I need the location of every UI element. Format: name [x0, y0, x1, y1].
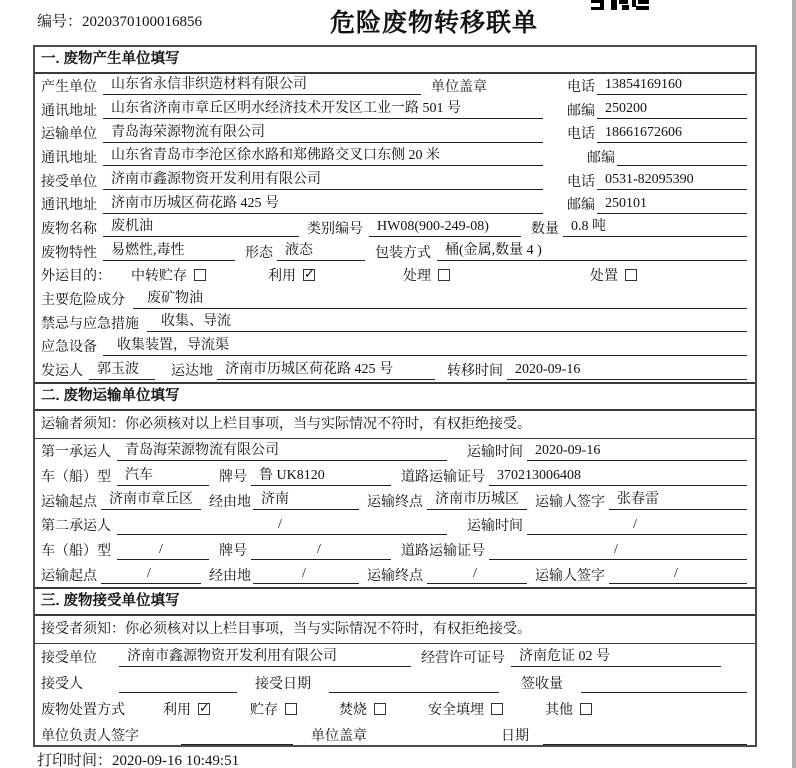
vehicle1-value: 汽车	[117, 467, 209, 486]
sign-date-value	[543, 726, 747, 745]
purpose-transfer-checkbox	[194, 269, 206, 281]
receiver-label: 接受单位	[41, 174, 97, 190]
purpose-option-transfer	[131, 265, 206, 285]
section1-title: 一. 废物产生单位填写	[35, 47, 755, 74]
waste-props-value: 易燃性,毒性	[103, 242, 235, 261]
producer-addr-label: 通讯地址	[41, 103, 97, 119]
producer-value: 山东省永信非织造材料有限公司	[103, 76, 421, 95]
route2-via-label: 经由地	[209, 568, 251, 584]
carrier-value: 青岛海荣源物流有限公司	[103, 124, 543, 143]
purpose-option-dispose	[590, 265, 637, 285]
hazard-row	[35, 287, 755, 311]
receiver-notice: 接受者须知：你必须核对以上栏目事项，当与实际情况不符时，有权拒绝接受。	[35, 616, 755, 644]
responsible-sign-label: 单位负责人签字	[41, 729, 139, 744]
waste-name-value: 废机油	[103, 218, 299, 237]
purpose-option-transfer-label: 中转贮存	[131, 269, 187, 285]
disposal-option-other-label: 其他	[545, 703, 573, 718]
producer-zip-label: 邮编	[567, 103, 595, 119]
page-title: 危险废物转移联单	[330, 9, 539, 37]
carrier1-row	[35, 439, 755, 464]
road-license1-value: 370213006408	[489, 467, 747, 486]
disposal-other-checkbox	[580, 703, 592, 715]
route2-sign-value: /	[609, 565, 747, 584]
purpose-treat-checkbox	[438, 269, 450, 281]
carrier-addr-row	[35, 145, 755, 169]
waste-name-row	[35, 216, 755, 240]
carrier-zip-value	[617, 147, 747, 166]
unit-seal-label: 单位盖章	[431, 79, 487, 95]
responsible-sign-row	[35, 722, 755, 748]
receiver-phone-value: 0531-82095390	[597, 171, 747, 190]
route1-sign-label: 运输人签字	[535, 494, 605, 510]
accept-unit-value: 济南市鑫源物资开发利用有限公司	[119, 648, 411, 667]
purpose-option-dispose-label: 处置	[590, 269, 618, 285]
emergency-row	[35, 311, 755, 335]
route2-end-label: 运输终点	[367, 568, 423, 584]
accept-person-value	[119, 674, 237, 693]
disposal-option-use-label: 利用	[163, 703, 191, 718]
destination-value: 济南市历城区荷花路 425 号	[217, 361, 435, 380]
route1-end-label: 运输终点	[367, 494, 423, 510]
route2-row	[35, 562, 755, 587]
carrier-row	[35, 121, 755, 145]
route1-via-value: 济南	[253, 491, 359, 510]
sign-date-label: 日期	[501, 729, 529, 744]
vehicle2-value: /	[117, 541, 209, 560]
accept-unit-row	[35, 644, 755, 670]
permit-label: 经营许可证号	[421, 651, 505, 666]
route2-end-value: /	[427, 565, 527, 584]
accept-person-label: 接受人	[41, 677, 83, 692]
receiver-addr-row	[35, 192, 755, 216]
dispatch-row	[35, 358, 755, 382]
purpose-option-treat-label: 处理	[403, 269, 431, 285]
emergency-value: 收集、导流	[147, 313, 747, 332]
carrier-addr-label: 通讯地址	[41, 150, 97, 166]
route2-start-label: 运输起点	[41, 568, 97, 584]
receiver-value: 济南市鑫源物资开发利用有限公司	[103, 171, 543, 190]
doc-number-label: 编号：	[37, 14, 83, 30]
route1-end-value: 济南市历城区	[427, 491, 527, 510]
producer-addr-value: 山东省济南市章丘区明水经济技术开发区工业一路 501 号	[103, 100, 543, 119]
producer-addr-row	[35, 98, 755, 122]
carrier1-time-label: 运输时间	[467, 445, 523, 461]
section3-body	[35, 644, 755, 748]
carrier2-time-label: 运输时间	[467, 519, 523, 535]
route1-start-label: 运输起点	[41, 494, 97, 510]
section1-body	[35, 74, 755, 382]
print-time-value: 2020-09-16 10:49:51	[112, 753, 240, 768]
hazard-label: 主要危险成分	[41, 293, 125, 309]
accept-person-row	[35, 670, 755, 696]
route2-sign-label: 运输人签字	[535, 568, 605, 584]
purpose-option-treat	[403, 265, 450, 285]
receiver-addr-label: 通讯地址	[41, 198, 97, 214]
carrier-phone-label: 电话	[567, 127, 595, 143]
producer-row	[35, 74, 755, 98]
qr-code-fragment	[591, 0, 653, 10]
section-producer	[35, 47, 755, 382]
road-license1-label: 道路运输证号	[401, 470, 485, 485]
route1-start-value: 济南市章丘区	[101, 491, 201, 510]
section2-title: 二. 废物运输单位填写	[35, 384, 755, 411]
disposal-landfill-checkbox	[491, 703, 503, 715]
waste-pack-value: 桶(金属,数量 4 )	[437, 242, 747, 261]
waste-pack-label: 包装方式	[375, 245, 431, 261]
section2-body	[35, 439, 755, 587]
vehicle1-label: 车（船）型	[41, 470, 111, 485]
waste-qty-label: 数量	[531, 221, 559, 237]
plate1-value: 鲁 UK8120	[251, 467, 391, 486]
plate1-label: 牌号	[219, 470, 247, 485]
route1-sign-value: 张春雷	[609, 491, 747, 510]
section3-title: 三. 废物接受单位填写	[35, 589, 755, 616]
carrier2-value: /	[117, 516, 447, 535]
purpose-label: 外运目的：	[41, 269, 111, 285]
disposal-option-store	[250, 699, 297, 719]
waste-form-value: 液态	[277, 242, 365, 261]
route2-via-value: /	[253, 565, 359, 584]
purpose-use-checkbox	[303, 269, 315, 281]
transfer-time-label: 转移时间	[447, 364, 503, 380]
accept-date-value	[329, 674, 499, 693]
accept-unit-label: 接受单位	[41, 651, 97, 666]
disposal-use-checkbox	[198, 703, 210, 715]
disposal-option-landfill-label: 安全填埋	[428, 703, 484, 718]
hazard-value: 废矿物油	[133, 290, 747, 309]
disposal-option-use	[163, 699, 210, 719]
disposal-row	[35, 696, 755, 722]
disposal-option-store-label: 贮存	[250, 703, 278, 718]
waste-cat-label: 类别编号	[307, 221, 363, 237]
disposal-store-checkbox	[285, 703, 297, 715]
receiver-addr-value: 济南市历城区荷花路 425 号	[103, 195, 543, 214]
waste-cat-value: HW08(900-249-08)	[369, 218, 521, 237]
destination-label: 运达地	[171, 364, 213, 380]
disposal-option-other	[545, 699, 592, 719]
accept-date-label: 接受日期	[255, 677, 311, 692]
carrier-label: 运输单位	[41, 127, 97, 143]
carrier2-label: 第二承运人	[41, 519, 111, 535]
responsible-sign-value	[181, 726, 293, 745]
disposal-option-landfill	[428, 699, 503, 719]
unit-seal2-label: 单位盖章	[311, 729, 367, 744]
vehicle1-row	[35, 464, 755, 489]
purpose-dispose-checkbox	[625, 269, 637, 281]
dispatcher-value: 郭玉波	[89, 361, 155, 380]
section-receiver	[35, 587, 755, 748]
transporter-notice: 运输者须知：你必须核对以上栏目事项，当与实际情况不符时，有权拒绝接受。	[35, 411, 755, 439]
carrier1-time-value: 2020-09-16	[527, 442, 747, 461]
waste-name-label: 废物名称	[41, 221, 97, 237]
purpose-option-use	[268, 265, 315, 285]
producer-phone-value: 13854169160	[597, 76, 747, 95]
receiver-zip-value: 250101	[597, 195, 747, 214]
equipment-label: 应急设备	[41, 340, 97, 356]
transfer-time-value: 2020-09-16	[507, 361, 747, 380]
route2-start-value: /	[101, 565, 201, 584]
dispatcher-label: 发运人	[41, 364, 83, 380]
equipment-value: 收集装置，导流渠	[103, 337, 747, 356]
manifest-form	[33, 45, 757, 747]
route1-via-label: 经由地	[209, 494, 251, 510]
section-transporter	[35, 382, 755, 587]
plate2-value: /	[251, 541, 391, 560]
producer-label: 产生单位	[41, 79, 97, 95]
road-license2-value: /	[489, 541, 747, 560]
waste-props-label: 废物特性	[41, 245, 97, 261]
carrier-phone-value: 18661672606	[597, 124, 747, 143]
purpose-row	[35, 264, 755, 288]
sign-qty-value	[581, 674, 747, 693]
print-time	[37, 749, 239, 768]
disposal-option-burn	[339, 699, 386, 719]
receiver-phone-label: 电话	[567, 174, 595, 190]
disposal-option-burn-label: 焚烧	[339, 703, 367, 718]
equipment-row	[35, 335, 755, 359]
waste-form-label: 形态	[245, 245, 273, 261]
road-license2-label: 道路运输证号	[401, 544, 485, 560]
route1-row	[35, 488, 755, 513]
print-time-label: 打印时间：	[37, 753, 113, 768]
page-edge-strip	[792, 0, 796, 768]
vehicle2-label: 车（船）型	[41, 544, 111, 560]
purpose-option-use-label: 利用	[268, 269, 296, 285]
plate2-label: 牌号	[219, 544, 247, 560]
permit-value: 济南危证 02 号	[511, 648, 721, 667]
emergency-label: 禁忌与应急措施	[41, 316, 139, 332]
sign-qty-label: 签收量	[521, 677, 563, 692]
carrier-addr-value: 山东省青岛市李沧区徐水路和郑佛路交叉口东侧 20 米	[103, 147, 543, 166]
carrier1-label: 第一承运人	[41, 445, 111, 461]
receiver-row	[35, 169, 755, 193]
disposal-burn-checkbox	[374, 703, 386, 715]
carrier2-time-value: /	[527, 516, 747, 535]
receiver-zip-label: 邮编	[567, 198, 595, 214]
vehicle2-row	[35, 538, 755, 563]
carrier2-row	[35, 513, 755, 538]
doc-number	[37, 10, 202, 31]
carrier-zip-label: 邮编	[587, 150, 615, 166]
waste-props-row	[35, 240, 755, 264]
doc-number-value: 2020370100016856	[82, 14, 203, 30]
carrier1-value: 青岛海荣源物流有限公司	[117, 442, 447, 461]
waste-qty-value: 0.8 吨	[563, 218, 747, 237]
producer-zip-value: 250200	[597, 100, 747, 119]
producer-phone-label: 电话	[567, 79, 595, 95]
disposal-label: 废物处置方式	[41, 703, 125, 718]
